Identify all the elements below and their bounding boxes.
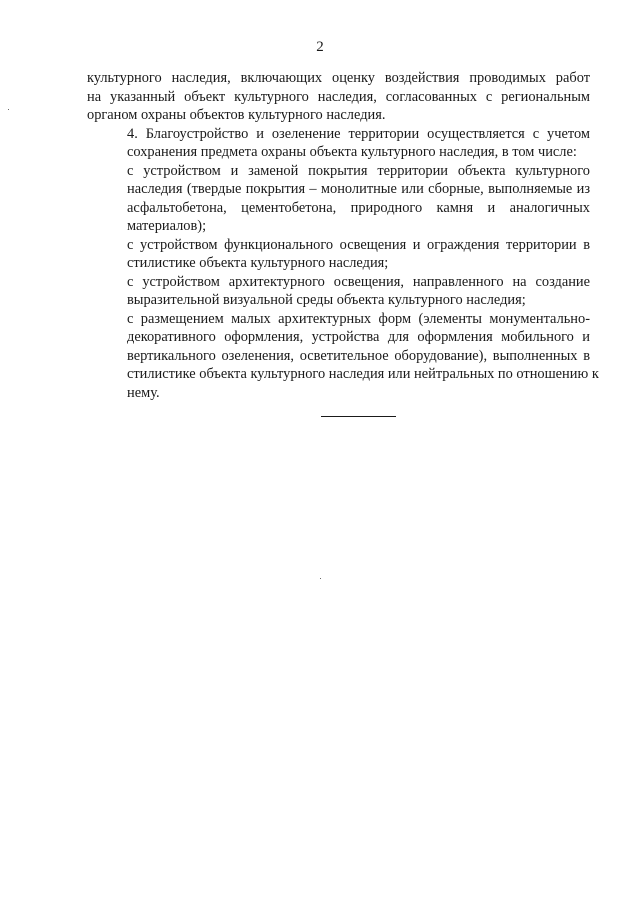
- scan-speck: [320, 578, 321, 579]
- document-body: [87, 69, 599, 402]
- text-line: вертикального озеленения, осветительное оборудование), выполненных в: [127, 347, 590, 364]
- text-line: материалов);: [127, 218, 207, 234]
- text-line: стилистике объекта культурного наследия;: [127, 255, 389, 271]
- text-line: стилистике объекта культурного наследия или нейтральных по отношению к: [127, 366, 599, 382]
- text-line: наследия (твердые покрытия – монолитные или сборные, выполняемые из: [127, 181, 590, 197]
- paragraph-item-4: [87, 125, 590, 162]
- paragraph-functional-lighting: [87, 236, 590, 273]
- text-line: культурного наследия, включающих оценку воздействия проводимых работ: [87, 70, 590, 86]
- text-line: асфальтобетона, цементобетона, природного камня и аналогичных: [127, 199, 590, 216]
- text-line: сохранения предмета охраны объекта культурного наследия, в том числе:: [127, 144, 577, 160]
- text-line: с устройством архитектурного освещения, направленного на создание: [127, 273, 590, 290]
- text-line: выразительной визуальной среды объекта культурного наследия;: [127, 292, 526, 308]
- text-line: органом охраны объектов культурного наследия.: [87, 107, 386, 123]
- text-line: с размещением малых архитектурных форм (элементы монументально-: [127, 310, 590, 327]
- text-line: декоративного оформления, устройства для оформления мобильного и: [127, 329, 590, 345]
- text-line: с устройством функционального освещения и ограждения территории в: [127, 236, 590, 253]
- end-divider: [321, 416, 396, 417]
- paragraph-architectural-lighting: [87, 273, 590, 310]
- text-line: нему.: [127, 384, 160, 401]
- page-number: 2: [316, 39, 324, 55]
- paragraph-coverage: [87, 162, 590, 236]
- text-line: на указанный объект культурного наследия, согласованных с региональным: [87, 88, 590, 105]
- scan-speck: [8, 109, 9, 110]
- paragraph-small-forms: [87, 310, 599, 403]
- paragraph-continuation: [87, 69, 590, 125]
- text-line: 4. Благоустройство и озеленение территории осуществляется с учетом: [127, 125, 590, 142]
- text-line: с устройством и заменой покрытия территории объекта культурного: [127, 162, 590, 179]
